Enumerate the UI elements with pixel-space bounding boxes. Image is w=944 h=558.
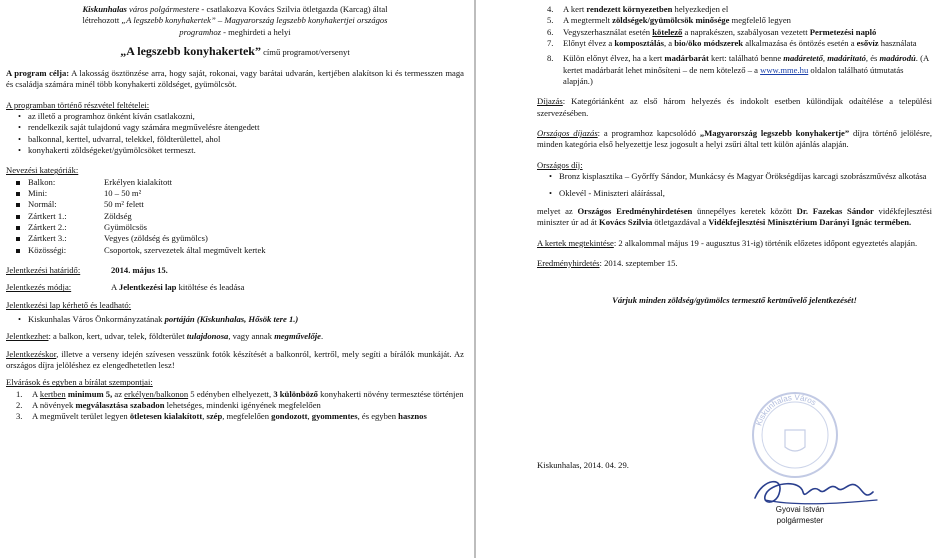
category-item: Zártkert 2.: Gyümölcsös [16,222,464,233]
category-item: Balkon: Erkélyen kialakított [16,177,464,188]
left-column [0,0,472,423]
conditions-heading: A programban történő részvétel feltételei: [6,99,150,110]
national-prize-list [537,171,932,200]
categories-list [6,177,464,256]
list-item: 3. A megművelt terület legyen ötletesen kialakított, szép, megfelelően gondozott, gyommentes, és egyben hasznos [16,411,427,422]
list-item: • Oklevél - Miniszteri aláírással, [549,188,932,199]
photo-note: Jelentkezéskor, illetve a verseny idején szívesen vesszünk fotók készítését a balkonról, kertről, mely segíti a bírálók munkáját. Az országos díjra jelöléshez ez elengedhetetlen lesz! [6,348,464,371]
program-title: „A legszebb konyhakertek” című programot/versenyt [120,44,350,59]
intro-line-1: Kiskunhalas város polgármestere - csatlakozva Kovács Szilvia ötletgazda (Karcag) által [82,4,388,14]
signature-block [720,505,880,526]
program-goal: A program célja: A lakosság ösztönzése arra, hogy saját, rokonai, vagy barátai udvarán, kertjében alakítson ki és termesszen maga és családja számára minél több konyhakerti zöldséget, gyümölcsöt. [6,67,464,90]
right-column [481,0,944,307]
intro-line-2: létrehozott „A legszebb konyhakertek” – Magyarország legszebb konyhakertjei országos [82,15,388,26]
list-item: 8. Külön előnyt élvez, ha a kert madárbarát kert: található benne madáretető, madáritató, és madárodú. (A kertet madárbarát lehet minősíteni – de nem kötelező – a www.mme.hu oldalon található útmutatás alapján.) [547,53,929,87]
signer-title: polgármester [776,515,824,525]
list-item: 4. A kert rendezett környezetben helyezkedjen el [547,4,729,14]
category-item: Zártkert 3.: Vegyes (zöldség és gyümölcs) [16,233,464,244]
closing-line: Várjuk minden zöldség/gyümölcs termesztő kertművelő jelentkezését! [612,295,857,306]
criteria-list-continued [537,4,932,87]
list-item: 5. A megtermelt zöldségek/gyümölcsök minősége megfelelő legyen [547,15,791,26]
application-method: Jelentkezés módja: A Jelentkezési lap kitöltése és leadása [6,282,245,293]
svg-text:Kiskunhalas Város [754,393,817,427]
category-item: Mini: 10 – 50 m² [16,188,464,199]
list-item: 6. Vegyszerhasználat esetén kötelező a naprakészen, szabályosan vezetett Permetezési napló [547,26,877,37]
national-prize-paragraph: Országos díjazás: a programhoz kapcsolódó „Magyarország legszebb konyhakertje” díjra történő jelölésre, minden kategória első helyezettje lesz jogosult a helyi zsűri által tett külön ajánlás alapján. [537,128,933,150]
visit-paragraph: A kertek megtekintése: 2 alkalommal május 19 - augusztus 31-ig) történik előzetes időpont egyeztetés alapján. [537,237,918,248]
list-item: • az illető a programhoz önként kíván csatlakozni, [18,111,464,122]
page-divider [474,0,476,558]
prize-paragraph: Díjazás: Kategóriánként az első három helyezés és indokolt esetben különdíjak odaítélése a települési szervezésében. [537,96,932,118]
intro-line-3: programhoz - meghirdeti a helyi [179,26,291,37]
conditions-list [6,111,464,156]
criteria-list [6,389,464,423]
category-item: Közösségi: Csoportok, szervezetek által megművelt kertek [16,245,464,256]
form-location-list [6,314,464,325]
mme-link[interactable]: www.mme.hu [760,64,809,75]
results-paragraph: Eredményhirdetés: 2014. szeptember 15. [537,257,678,268]
list-item: • konyhakerti zöldségeket/gyümölcsöket termeszt. [18,145,464,156]
criteria-heading: Elvárások és egyben a bírálat szempontjai: [6,377,153,388]
list-item: 1. A kertben minimum 5, az erkélyen/balkonon 5 edényben elhelyezett, 3 különböző konyhakerti növény termesztése történjen [16,388,464,399]
list-item: 7. Előnyt élvez a komposztálás, a bio/öko módszerek alkalmazása és öntözés esetén a esővíz használata [547,38,917,49]
deadline: Jelentkezési határidő: 2014. május 15. [6,265,168,276]
list-item: 2. A növények megválasztása szabadon lehetséges, mindenki igényének megfelelően [16,400,321,411]
form-heading: Jelentkezési lap kérhető és leadható: [6,299,132,310]
category-item: Normál: 50 m² felett [16,199,464,210]
list-item: • Kiskunhalas Város Önkormányzatának portáján (Kiskunhalas, Hősök tere 1.) [18,314,464,325]
document-date: Kiskunhalas, 2014. 04. 29. [537,460,629,470]
category-item: Zártkert 1.: Zöldség [16,211,464,222]
list-item: • rendelkezik saját tulajdonú vagy számára megművelésre átengedett [18,122,464,133]
stamp-text: Kiskunhalas Város [754,392,818,427]
list-item: • Bronz kisplasztika – Győrffy Sándor, Munkácsy és Magyar Örökségdíjas karcagi szobrászművész alkotása [549,171,932,182]
signer-name: Gyovai István [775,505,825,514]
ceremony-paragraph: melyet az Országos Eredményhirdetésen ünnepélyes keretek között Dr. Fazekas Sándor vidékfejlesztési miniszter úr ad át Kovács Szilvia ötletgazdával a Vidékfejlesztési Minisztérium Darányi Ignác termében. [537,205,932,228]
list-item: • balkonnal, kerttel, udvarral, telekkel, földterülettel, ahol [18,134,464,145]
categories-heading: Nevezési kategóriák: [6,165,79,176]
who-can-apply: Jelentkezhet: a balkon, kert, udvar, telek, földterület tulajdonosa, vagy annak megművelője. [6,331,324,342]
national-prize-heading: Országos díj: [537,159,583,170]
